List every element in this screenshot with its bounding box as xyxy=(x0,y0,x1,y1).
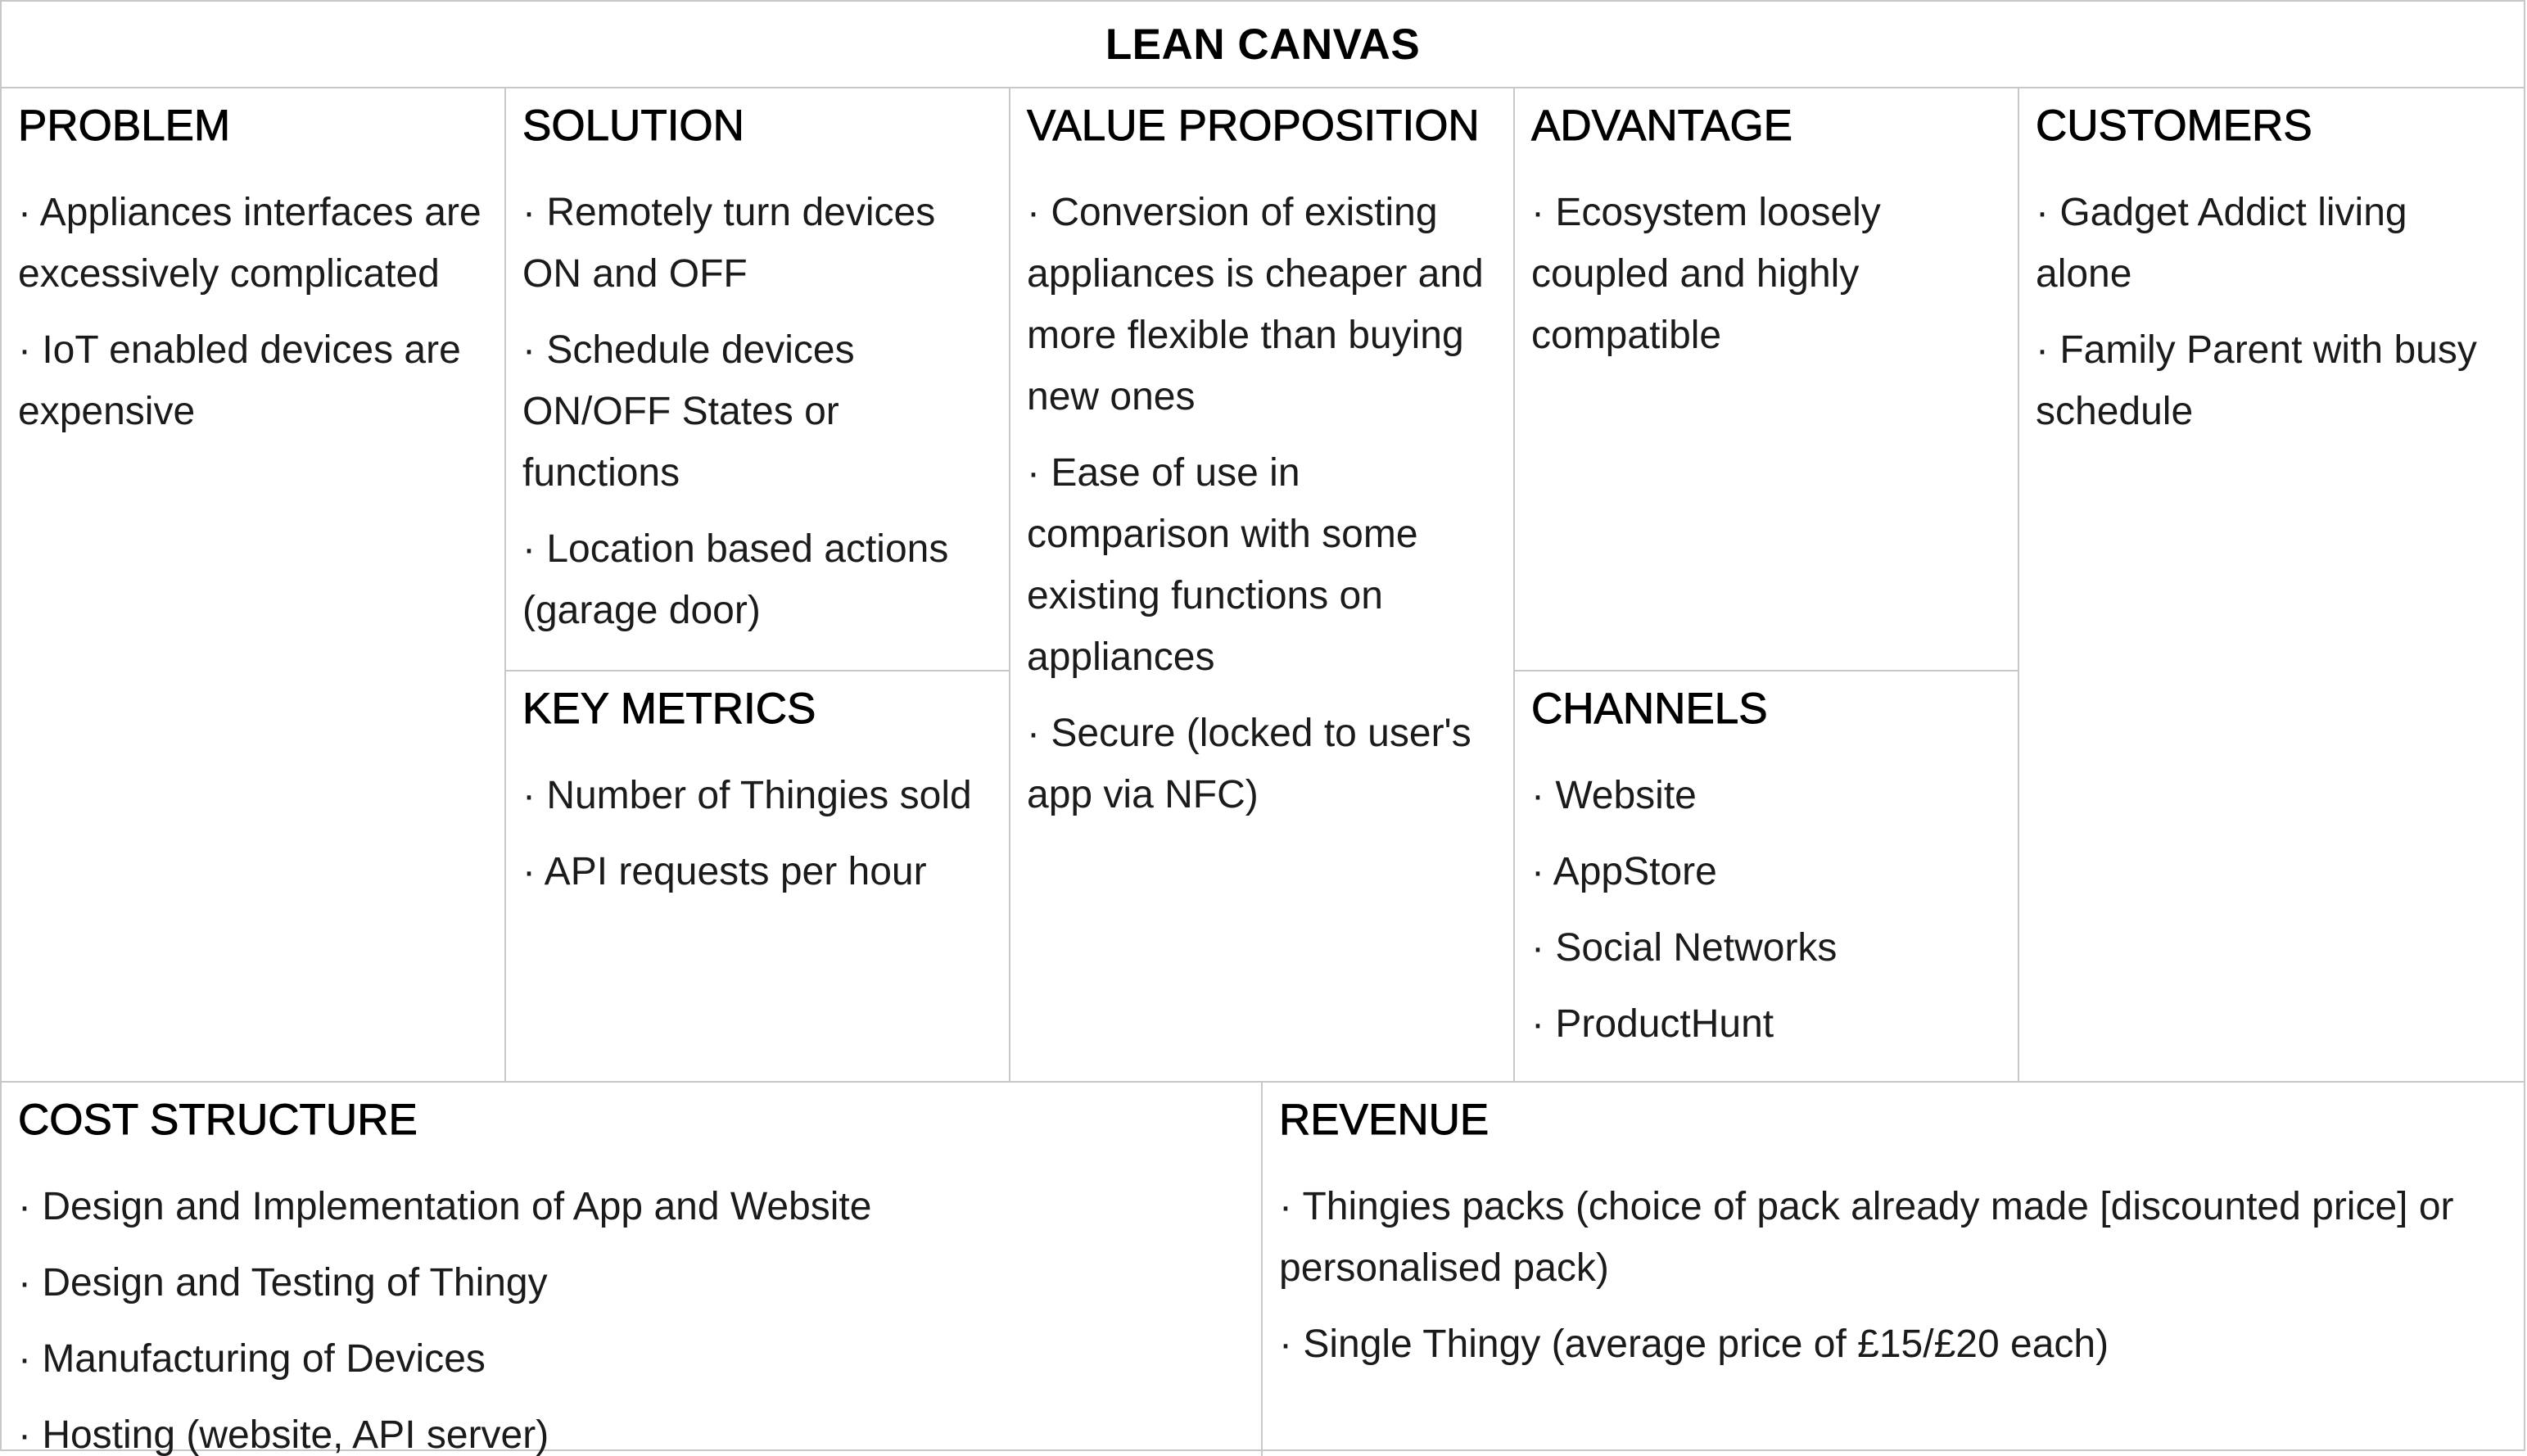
section-customers xyxy=(2019,88,2524,1081)
bullet-item: · Secure (locked to user's app via NFC) xyxy=(1027,712,1471,816)
value-proposition-list xyxy=(1027,182,1498,825)
main-grid xyxy=(2,88,2524,1083)
bullet-item: · Website xyxy=(1531,774,1697,817)
section-revenue xyxy=(1263,1083,2524,1456)
bullet-item: · Ease of use in comparison with some existing functions on appliances xyxy=(1027,451,1418,679)
bullet-item: · Number of Thingies sold xyxy=(522,774,972,817)
bullet-item: · Schedule devices ON/OFF States or functions xyxy=(522,328,855,495)
revenue-list xyxy=(1279,1176,2508,1375)
bullet-item: · Family Parent with busy schedule xyxy=(2036,328,2477,433)
column-problem xyxy=(2,88,506,1081)
customers-list xyxy=(2036,182,2508,442)
channels-header: CHANNELS xyxy=(1531,685,1768,733)
bullet-item: · Design and Implementation of App and Website xyxy=(18,1185,872,1228)
bullet-item: · Thingies packs (choice of pack already made [discounted price] or personalised pack) xyxy=(1279,1185,2454,1290)
bullet-item: · AppStore xyxy=(1531,850,1717,893)
bullet-item: · Conversion of existing appliances is cheaper and more flexible than buying new ones xyxy=(1027,191,1484,418)
bullet-item: · Gadget Addict living alone xyxy=(2036,191,2407,296)
column-value-proposition xyxy=(1010,88,1515,1081)
customers-header: CUSTOMERS xyxy=(2036,102,2312,150)
channels-list xyxy=(1531,765,2002,1055)
solution-list xyxy=(522,182,993,641)
key-metrics-header: KEY METRICS xyxy=(522,685,816,733)
bullet-item: · IoT enabled devices are expensive xyxy=(18,328,461,433)
bottom-grid xyxy=(2,1083,2524,1456)
section-solution xyxy=(506,88,1009,671)
bullet-item: · ProductHunt xyxy=(1531,1002,1774,1046)
bullet-item: · Single Thingy (average price of £15/£20 each) xyxy=(1279,1323,2109,1366)
revenue-header: REVENUE xyxy=(1279,1096,1490,1144)
column-solution-metrics xyxy=(506,88,1010,1081)
value-proposition-header: VALUE PROPOSITION xyxy=(1027,102,1480,150)
cost-structure-list xyxy=(18,1176,1245,1456)
problem-header: PROBLEM xyxy=(18,102,231,150)
section-channels xyxy=(1515,671,2018,1081)
section-cost-structure xyxy=(2,1083,1263,1456)
bullet-item: · Ecosystem loosely coupled and highly compatible xyxy=(1531,191,1881,357)
bullet-item: · Social Networks xyxy=(1531,926,1838,970)
bullet-item: · Remotely turn devices ON and OFF xyxy=(522,191,936,296)
bullet-item: · Manufacturing of Devices xyxy=(18,1337,486,1381)
column-advantage-channels xyxy=(1515,88,2019,1081)
bullet-item: · Appliances interfaces are excessively complicated xyxy=(18,191,481,296)
column-customers xyxy=(2019,88,2524,1081)
advantage-header: ADVANTAGE xyxy=(1531,102,1793,150)
advantage-list xyxy=(1531,182,2002,366)
solution-header: SOLUTION xyxy=(522,102,744,150)
page-title: LEAN CANVAS xyxy=(1105,20,1421,69)
bullet-item: · Location based actions (garage door) xyxy=(522,527,949,632)
problem-list xyxy=(18,182,489,442)
cost-structure-header: COST STRUCTURE xyxy=(18,1096,418,1144)
section-key-metrics xyxy=(506,671,1009,1081)
section-value-proposition xyxy=(1010,88,1513,1081)
section-problem xyxy=(2,88,504,1081)
bullet-item: · Hosting (website, API server) xyxy=(18,1413,549,1456)
section-advantage xyxy=(1515,88,2018,671)
title-bar xyxy=(2,2,2524,88)
bullet-item: · Design and Testing of Thingy xyxy=(18,1261,548,1305)
key-metrics-list xyxy=(522,765,993,902)
bullet-item: · API requests per hour xyxy=(522,850,927,893)
